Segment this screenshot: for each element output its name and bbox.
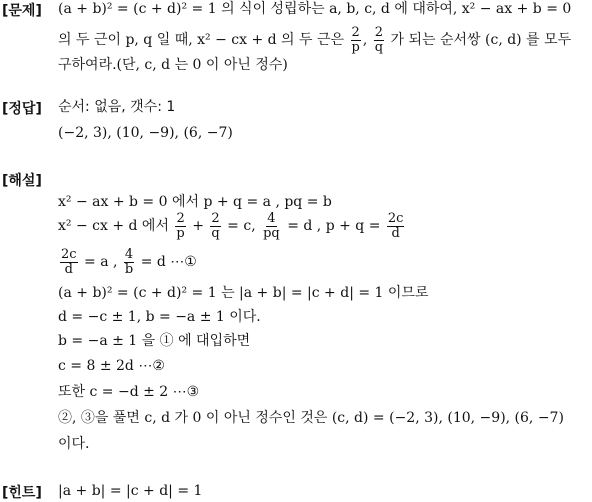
problem-tag: [문제] xyxy=(2,3,42,19)
solution-step-8: 또한 c = −d ± 2 ⋯③ xyxy=(58,384,200,400)
solution-step-3-mid: = a , xyxy=(84,254,118,270)
hint-line-1: |a + b| = |c + d| = 1 xyxy=(58,483,203,499)
solution-fraction-2c-over-d: $\frac{2c}{d}$ xyxy=(387,210,404,241)
solution-fraction-2-over-q: $\frac{2}{q}$ xyxy=(211,210,220,241)
solution-fraction-4-over-pq: $\frac{4}{pq}$ xyxy=(263,210,280,241)
solution-plus: + xyxy=(192,218,204,234)
problem-fraction-2-over-q: $\frac{2}{q}$ xyxy=(374,24,384,55)
solution-fraction-4-over-b: $\frac{4}{b}$ xyxy=(124,246,134,277)
problem-line-3: 구하여라.(단, c, d 는 0 이 아닌 정수) xyxy=(58,57,288,73)
problem-separator: , xyxy=(362,32,368,48)
solution-fraction-2c-over-d-b: $\frac{2c}{d}$ xyxy=(61,246,77,277)
problem-line-1: (a + b)² = (c + d)² = 1 의 식이 성립하는 a, b, c, d 에 대하여, x² − ax + b = 0 xyxy=(58,1,572,17)
solution-step-3-end: = d ⋯① xyxy=(140,254,197,270)
solution-step-4: (a + b)² = (c + d)² = 1 는 |a + b| = |c + d| = 1 이므로 xyxy=(58,285,429,301)
solution-step-10: 이다. xyxy=(58,436,90,452)
problem-line-2a: 의 두 근이 p, q 일 때, x² − cx + d 의 두 근은 xyxy=(58,32,345,48)
solution-step-6: b = −a ± 1 을 ① 에 대입하면 xyxy=(58,333,251,349)
solution-step-5: d = −c ± 1, b = −a ± 1 이다. xyxy=(58,309,261,325)
solution-tag: [해설] xyxy=(2,173,42,189)
solution-step-2-mid2: = d , p + q = xyxy=(287,218,381,234)
solution-step-7: c = 8 ± 2d ⋯② xyxy=(58,358,165,374)
solution-step-3 xyxy=(58,246,197,278)
solution-step-2 xyxy=(58,210,406,242)
answer-tag: [정답] xyxy=(2,101,42,117)
solution-step-2-mid: = c, xyxy=(227,218,256,234)
problem-fraction-2-over-p: $\frac{2}{p}$ xyxy=(351,24,360,55)
solution-step-2-pre: x² − cx + d 에서 xyxy=(58,218,169,234)
problem-line-2b: 가 되는 순서쌍 (c, d) 를 모두 xyxy=(390,32,572,48)
solution-step-9: ②, ③을 풀면 c, d 가 0 이 아닌 정수인 것은 (c, d) = (−2, 3), (10, −9), (6, −7) xyxy=(58,410,564,426)
answer-line-2: (−2, 3), (10, −9), (6, −7) xyxy=(58,125,233,141)
solution-step-1: x² − ax + b = 0 에서 p + q = a , pq = b xyxy=(58,194,332,210)
hint-tag: [힌트] xyxy=(2,485,42,501)
answer-line-1: 순서: 없음, 갯수: 1 xyxy=(58,99,176,115)
problem-line-2 xyxy=(58,24,571,56)
solution-fraction-2-over-p: $\frac{2}{p}$ xyxy=(176,210,185,241)
